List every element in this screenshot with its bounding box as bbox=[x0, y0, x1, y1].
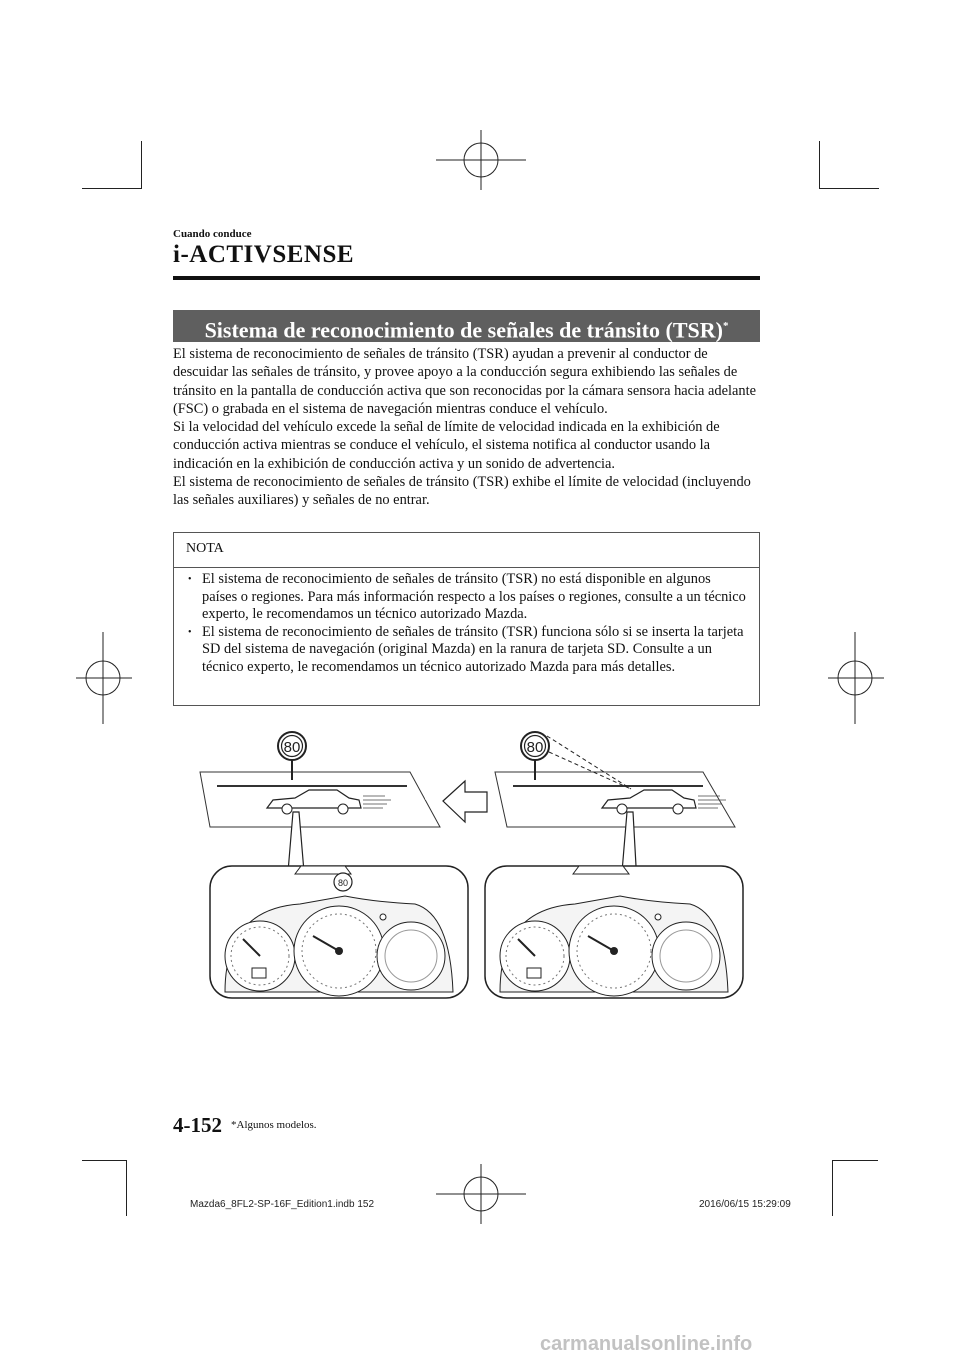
section-label: Cuando conduce bbox=[173, 228, 252, 240]
instrument-cluster-right bbox=[485, 866, 743, 998]
registration-mark-top bbox=[436, 130, 526, 190]
registration-mark-bottom bbox=[436, 1164, 526, 1224]
speed-sign-right: 80 bbox=[526, 739, 544, 756]
instrument-cluster-left bbox=[210, 866, 468, 998]
intro-paragraph: El sistema de reconocimiento de señales de tránsito (TSR) ayudan a prevenir al conductor de descuidar las señales de tránsito, y provee apoyo a la conducción segura exhibiendo las señales de tránsito en la pantalla de conducción activa que son reconocidas por la cámara sensora hacia adelante (FSC) o grabada en el sistema de navegación mientras conduce el vehículo. bbox=[173, 346, 756, 417]
registration-mark-left bbox=[76, 632, 132, 724]
note-list bbox=[186, 571, 746, 677]
note-box bbox=[173, 532, 760, 706]
speed-sign-left: 80 bbox=[283, 739, 301, 756]
note-item: • El sistema de reconocimiento de señales de tránsito (TSR) funciona sólo si se inserta la tarjeta SD del sistema de navegación (original Mazda) en la ranura de tarjeta SD. Consulte a un técnico experto, le recomendamos un técnico autorizado Mazda para más detalles. bbox=[186, 624, 746, 677]
note-divider bbox=[174, 567, 759, 568]
file-info: Mazda6_8FL2-SP-16F_Edition1.indb 152 bbox=[190, 1199, 375, 1210]
tsr-illustration bbox=[195, 724, 755, 1004]
note-title: NOTA bbox=[186, 541, 224, 556]
note-item: • El sistema de reconocimiento de señales de tránsito (TSR) no está disponible en algunos países o regiones. Para más información respecto a los países o regiones, consulte a un técnico experto, le recomendamos un técnico autorizado Mazda. bbox=[186, 571, 746, 624]
intro-paragraph: El sistema de reconocimiento de señales de tránsito (TSR) exhibe el límite de velocidad (incluyendo las señales auxiliares) y señales de no entrar. bbox=[173, 474, 751, 509]
left-arrow-icon bbox=[443, 781, 487, 822]
chapter-title: i-ACTIVSENSE bbox=[173, 241, 355, 268]
heading-marker: * bbox=[722, 320, 729, 332]
section-heading-text: Sistema de reconocimiento de señales de tránsito (TSR) bbox=[204, 317, 723, 343]
file-date: 2016/06/15 15:29:09 bbox=[699, 1199, 791, 1210]
chapter-rule bbox=[173, 276, 760, 280]
intro-text bbox=[173, 345, 760, 510]
road-scene-left bbox=[200, 732, 490, 884]
watermark: carmanualsonline.info bbox=[540, 1333, 753, 1355]
intro-paragraph: Si la velocidad del vehículo excede la señal de límite de velocidad indicada en la exhibición de conducción activa mientras se conduce el vehículo, el sistema notifica al conductor usando la indicación en la exhibición de conducción activa y un sonido de advertencia. bbox=[173, 419, 720, 472]
road-scene-right bbox=[495, 732, 735, 884]
footnote: *Algunos modelos. bbox=[231, 1119, 317, 1131]
page-number: 4-152 bbox=[173, 1113, 222, 1137]
registration-mark-right bbox=[828, 632, 884, 724]
display-speed-sign: 80 bbox=[337, 878, 349, 888]
section-heading bbox=[173, 310, 760, 342]
